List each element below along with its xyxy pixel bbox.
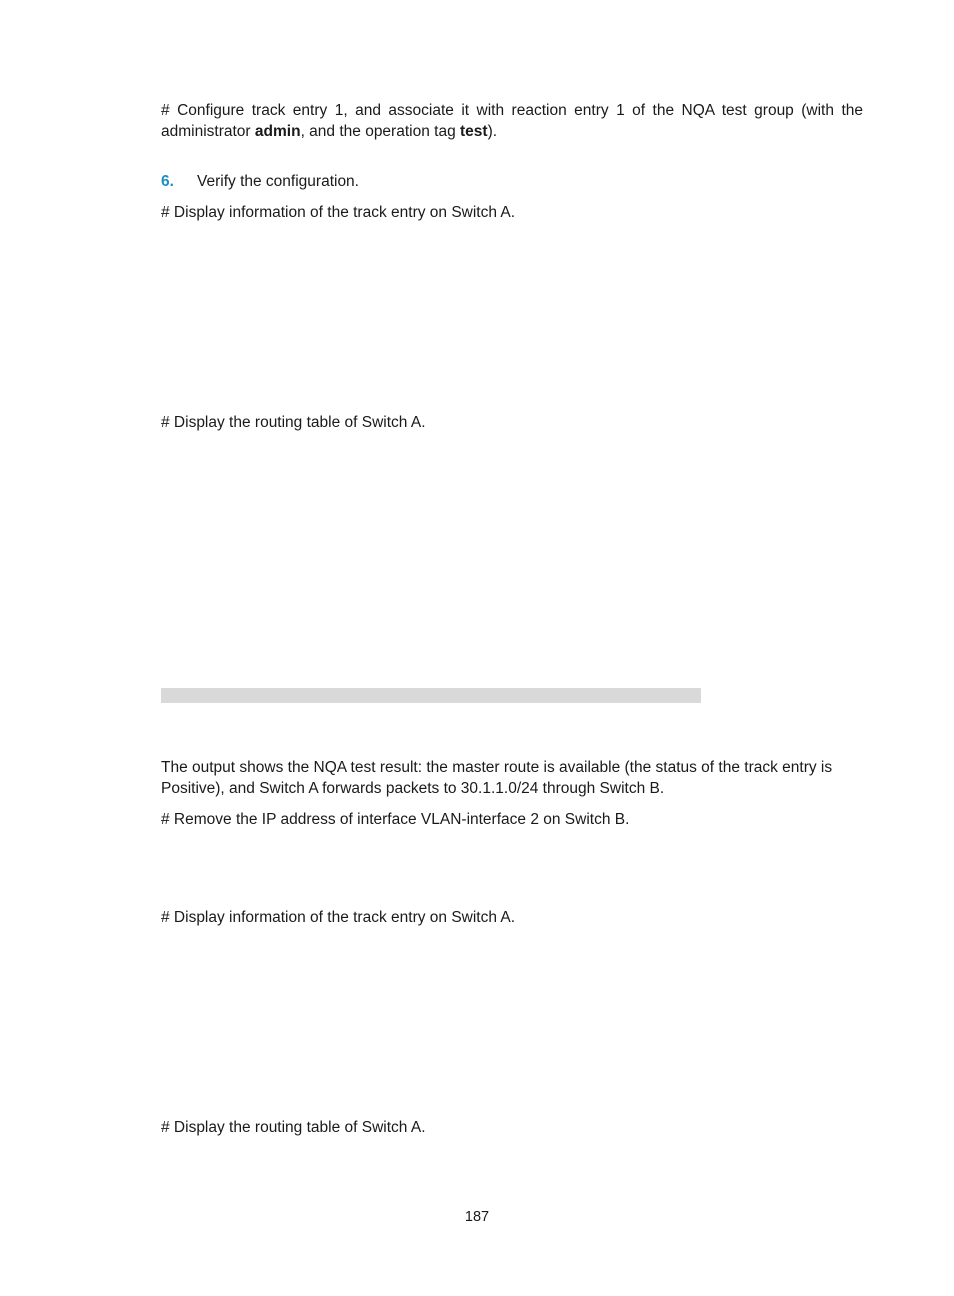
highlight-bar: [161, 688, 701, 703]
step-text: Verify the configuration.: [197, 173, 359, 190]
output-result-paragraph: The output shows the NQA test result: the master route is available (the status of the track entry is Positive), and Switch A forwards packets to 30.1.1.0/24 through Switch B.: [161, 759, 833, 797]
display-track-paragraph-1: # Display information of the track entry on Switch A.: [161, 204, 516, 221]
operation-tag: test: [460, 123, 488, 140]
step-6: [161, 171, 359, 192]
configure-track-text-1: # Configure track entry 1, and associate it with reaction entry 1 of the NQA test group (with the administrator: [161, 102, 863, 140]
display-track-paragraph-2: # Display information of the track entry on Switch A.: [161, 909, 516, 926]
step-number: 6.: [161, 173, 174, 190]
configure-track-text-3: ).: [487, 123, 498, 140]
configure-track-paragraph: [161, 100, 863, 142]
configure-track-text-2: , and the operation tag: [300, 123, 460, 140]
display-routing-paragraph-1: # Display the routing table of Switch A.: [161, 414, 426, 431]
remove-ip-paragraph: # Remove the IP address of interface VLAN-interface 2 on Switch B.: [161, 811, 630, 828]
administrator-name: admin: [254, 123, 301, 140]
page-number: 187: [464, 1209, 490, 1225]
display-routing-paragraph-2: # Display the routing table of Switch A.: [161, 1119, 426, 1136]
